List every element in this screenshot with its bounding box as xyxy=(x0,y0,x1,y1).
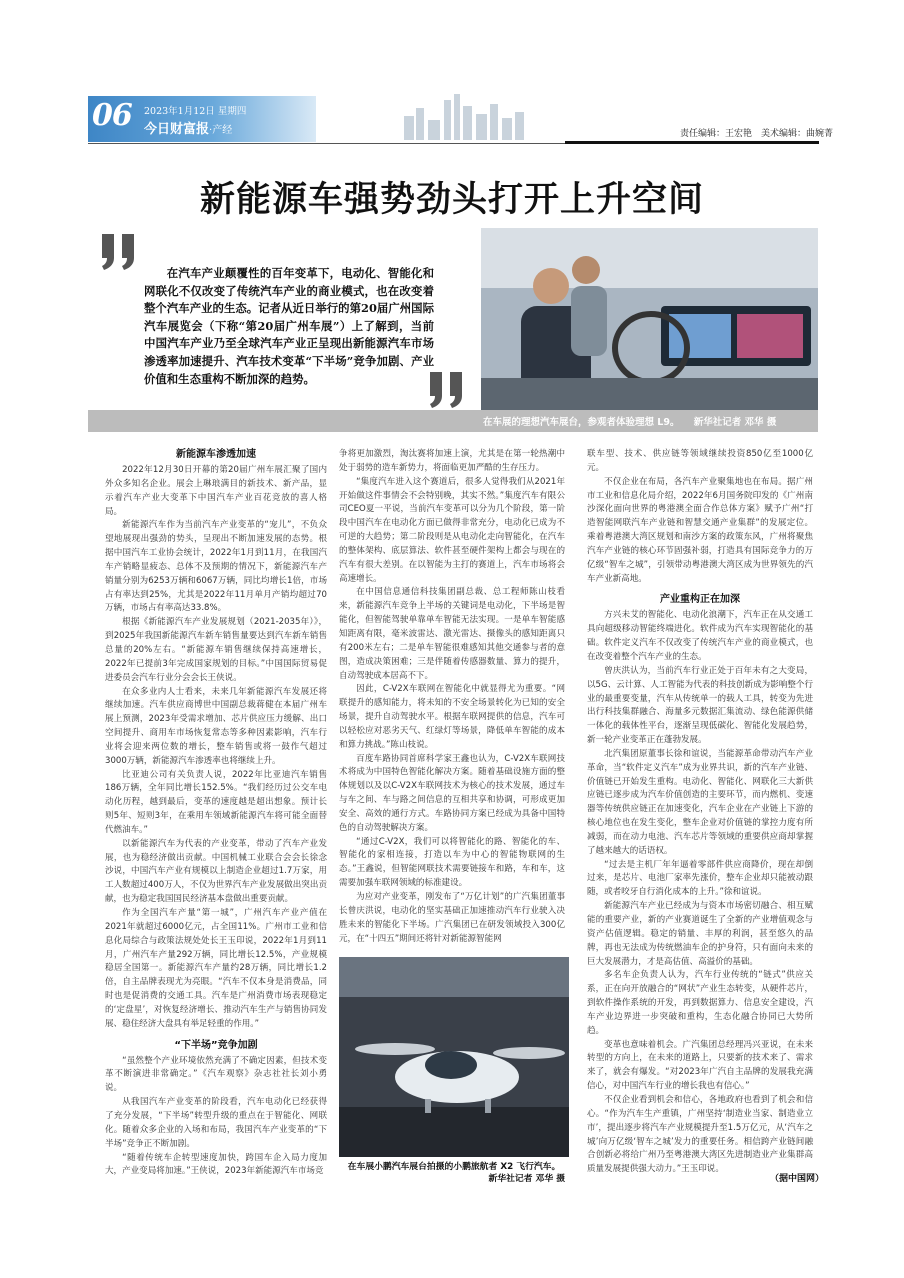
paragraph: 根据《新能源汽车产业发展规划（2021-2035年）》，到2025年我国新能源汽车新车销售量要达到汽车新车销售总量的20%左右。“新能源车销售继续保持高速增长，2022年已提前3年完成国家规划的目标。”中国国际贸易促进委员会汽车行业分会会长王侠说。 xyxy=(105,617,327,683)
caption-credit: 新华社记者 邓华 摄 xyxy=(488,1174,565,1184)
issue-date: 2023年1月12日 星期四 xyxy=(144,106,247,117)
page-number: 06 xyxy=(92,98,132,133)
paragraph: “集度汽车进入这个赛道后，很多人觉得我们从2021年开始做这件事情会不会特别晚，其实不然。”集度汽车有限公司CEO夏一平说，当前汽车变革可以分为几个阶段，第一阶段中国汽车在电动化方面已做得非常充分，电动化已成为不可逆的大趋势；第二阶段则是从电动化走向智能化，在汽车的整体架构、底层算法、软件甚至硬件架构上都会与现在的汽车有很大差别。在以智能为主打的赛道上，汽车市场将会高速增长。 xyxy=(339,476,565,584)
main-photo-caption: 在车展的理想汽车展台，参观者体验理想 L9。 新华社记者 邓华 摄 xyxy=(483,417,777,428)
paragraph: 百度车路协同首席科学家王鑫也认为，C-V2X车联网技术将成为中国特色智能化解决方案。随着基础设施方面的整体规划以及以C-V2X车联网技术为核心的技术发展，通过车与车之间、车与路之间信息的互相共享和协调，可形成更加安全、高效的通行方式。车路协同方案已经成为具备中国特色的自动驾驶解决方案。 xyxy=(339,753,565,833)
paragraph: 比亚迪公司有关负责人说，2022年比亚迪汽车销售186万辆，全年同比增长152.5%。“我们经历过公交车电动化历程，越到最后，变革的速度越是超出想象。预计长则5年、短则3年，在乘用车领域新能源汽车将可能全面替代燃油车。” xyxy=(105,769,327,835)
paragraph: 变革也意味着机会。广汽集团总经理冯兴亚说，在未来转型的方向上，在未来的道路上，只要新的技术来了、需求来了，就会有爆发。“对2023年广汽自主品牌的发展我充满信心，对中国汽车行业的增长我也有信心。” xyxy=(587,1039,813,1092)
paragraph: “虽然整个产业环境依然充满了不确定因素，但技术变革不断演进非常确定。”《汽车观察》杂志社社长刘小勇说。 xyxy=(105,1055,327,1094)
flying-car-illustration xyxy=(339,957,569,1157)
subheading-penetration: 新能源车渗透加速 xyxy=(176,449,256,460)
paragraph: 多名车企负责人认为，汽车行业传统的“链式”供应关系，正在向开放融合的“网状”产业生态转变，从硬件芯片，到软件操作系统的开发，再到数据算力、信息安全建设，汽车产业边界进一步突破和重构，生态化融合协同已大势所趋。 xyxy=(587,970,813,1036)
paragraph: 以新能源汽车为代表的产业变革，带动了汽车产业发展，也为稳经济做出贡献。中国机械工业联合会会长徐念沙说，中国汽车产业有规模以上制造企业超过1.7万家，用工人数超过400万人，不仅为世界汽车产业发展做出突出贡献，也为稳定我国国民经济基本盘做出重要贡献。 xyxy=(105,838,327,905)
caption-line: 在车展小鹏汽车展台拍摄的小鹏旅航者 X2 飞行汽车。 xyxy=(347,1162,561,1172)
paragraph: 在众多业内人士看来，未来几年新能源汽车发展还将继续加速。汽车供应商博世中国副总裁蒋健在本届广州车展上预测，2023年受需求增加、芯片供应压力缓解、出口空间提升、商用车市场恢复常态等多种因素影响，汽车行业将会迎来两位数的增长，整车销售或将一鼓作气超过3000万辆，新能源汽车渗透率也将继续上升。 xyxy=(105,686,327,766)
column-1 xyxy=(105,448,327,1179)
close-quote-icon xyxy=(428,372,468,408)
paragraph: 方兴未艾的智能化、电动化浪潮下，汽车正在从交通工具向超级移动智能终端进化。软件成为汽车实现智能化的基础。软件定义汽车不仅改变了传统汽车产业的商业模式，也在改变着整个汽车产业的生态。 xyxy=(587,610,813,662)
paragraph: 联车型、技术、供应链等领域继续投资850亿至1000亿元。 xyxy=(587,449,813,473)
paragraph: 争将更加激烈，淘汰赛将加速上演，尤其是在第一轮热潮中处于弱势的造车新势力，将面临更加严酷的生存压力。 xyxy=(339,449,565,473)
subheading-second-half: “下半场”竞争加剧 xyxy=(174,1039,258,1051)
paragraph: 在中国信息通信科技集团副总裁、总工程师陈山枝看来，新能源汽车竞争上半场的关键词是电动化，下半场是智能化，但智能驾驶单靠单车智能无法实现。一是单车智能感知距离有限，毫米波雷达、激光雷达、摄像头的感知距离只有200米左右；二是单车智能很难感知其他交通参与者的意图，造成决策困难；三是伴随着传感器数量、算力的提升，自动驾驶成本居高不下。 xyxy=(339,587,565,681)
article-headline: 新能源车强势劲头打开上升空间 xyxy=(199,180,704,220)
skyline-illustration xyxy=(400,92,530,140)
paragraph: 2022年12月30日开幕的第20届广州车展汇聚了国内外众多知名企业。展会上琳琅满目的新技术、新产品，显示着汽车产业大变革下中国汽车产业百花竞放的喜人格局。 xyxy=(105,465,327,517)
section-subtitle: ·产经 xyxy=(209,125,233,136)
masthead-band xyxy=(88,96,316,142)
paragraph: 作为全国汽车产量“第一城”，广州汽车产业产值在2021年就超过6000亿元，占全国11%。广州市工业和信息化局综合与政策法规处处长王玉印说，2022年1月到11月，广州汽车产量292万辆，同比增长12.5%，产业规模稳居全国第一。新能源汽车产量约28万辆，同比增长1.2倍，自主品牌表现尤为亮眼。“汽车不仅本身是消费品，同时也是促消费的交通工具。汽车是广州消费市场表现稳定的‘定盘星’，对恢复经济增长、推动汽车生产与销售协同发展、稳住经济大盘具有举足轻重的作用。” xyxy=(105,908,327,1029)
paragraph: 北汽集团原董事长徐和谊说，当能源革命带动汽车产业革命，当“软件定义汽车”成为业界共识，新的汽车产业链、价值链已开始发生重构。电动化、智能化、网联化三大新供应链已逐步成为汽车价值创造的主要环节，而内燃机、变速器等传统供应链正在加速变化，汽车企业在产业链上下游的核心地位也在发生变化，整车企业对价值链的掌控力度有所减弱，而在动力电池、汽车芯片等领域的重要供应商却掌握了越来越大的话语权。 xyxy=(587,748,813,856)
section-title: 今日财富报 xyxy=(144,122,210,137)
subheading-restructuring: 产业重构正在加深 xyxy=(660,594,740,606)
source-credit: （据中国网） xyxy=(770,1174,825,1184)
auto-show-photo xyxy=(481,228,818,410)
paragraph: “通过C-V2X，我们可以将智能化的路、智能化的车、智能化的家相连接，打造以车为中心的智能物联网的生态。”王鑫说，但智能网联技术需要链接车和路，车和车，这需要加强车联网领域的标准建设。 xyxy=(339,836,565,889)
paragraph: 为应对产业变革，刚发布了“万亿计划”的广汽集团董事长曾庆洪说，电动化的坚实基础正加速推动汽车行业驶入决胜未来的智能化下半场。广汽集团已在研发领域投入300亿元，在“十四五”期间还将针对新能源智能网 xyxy=(339,892,565,944)
paragraph: 新能源汽车产业已经成为与资本市场密切融合、相互赋能的重要产业，新的产业赛道诞生了全新的产业增值观念与资产估值逻辑。稳定的销量、丰厚的利润，甚至悠久的品牌，再也无法成为传统燃油车企的护身符，只有面向未来的巨大发展潜力，才是高估值、高溢价的基础。 xyxy=(587,901,813,967)
flying-car-caption xyxy=(339,1161,569,1185)
paragraph: 不仅企业在布局，各汽车产业聚集地也在布局。据广州市工业和信息化局介绍，2022年6月国务院印发的《广州南沙深化面向世界的粤港澳全面合作总体方案》赋予广州“打造智能网联汽车产业链和智慧交通产业集群”的发展定位。乘着粤港澳大湾区规划和南沙方案的政策东风，广州将聚焦汽车产业链的核心环节固强补弱，打造具有国际竞争力的万亿级“智车之城”，引领带动粤港澳大湾区成为世界领先的汽车产业新高地。 xyxy=(587,476,813,584)
paragraph: 曾庆洪认为，当前汽车行业正处于百年未有之大变局，以5G、云计算、人工智能为代表的科技创新成为影响整个行业的最重要变量，汽车从传统单一的载人工具，转变为先进出行科技集群融合、海量多元数据汇集流动、绿色能源供储一体化的载体性平台，逐渐呈现低碳化、智能化发展趋势，新一轮产业变革正在蓬勃发展。 xyxy=(587,665,813,746)
open-quote-icon xyxy=(100,234,140,270)
paragraph: 因此，C-V2X车联网在智能化中就显得尤为重要。“网联提升的感知能力，将未知的不安全场景转化为已知的安全场景，提升自动驾驶水平。根据车联网提供的信息，汽车可以轻松应对恶劣天气、红绿灯等场景，降低单车智能的成本和算力挑战。”陈山枝说。 xyxy=(339,684,565,750)
paragraph: 新能源汽车作为当前汽车产业变革的“宠儿”，不负众望地展现出强劲的势头，呈现出不断加速发展的态势。根据中国汽车工业协会统计，2022年1月到11月，在我国汽车产销略显疲态、总体不及预期的情况下，新能源汽车产销量分别为6253万辆和6067万辆，同比均增长1倍，市场占有率达到25%，尤其是2022年11月单月产销均超过70万辆，市场占有率高达33.8%。 xyxy=(105,520,327,614)
paragraph: “过去是主机厂年年逼着零部件供应商降价，现在却倒过来，是芯片、电池厂家率先涨价，整车企业却只能被动跟随，或者咬牙自行消化成本的上升。”徐和谊说。 xyxy=(587,859,813,898)
car-interior-illustration xyxy=(481,228,818,410)
paragraph: 不仅企业看到机会和信心，各地政府也看到了机会和信心。“作为汽车生产重镇，广州坚持‘制造业当家、制造业立市’，提出逐步将汽车产业规模提升至1.5万亿元，从‘汽车之城’向万亿级‘智车之城’发力的重要任务。相信跨产业链间融合创新必将给广州乃至粤港澳大湾区先进制造业产业集群高质量发展提供强大动力。”王玉印说。 xyxy=(587,1094,813,1175)
column-3 xyxy=(587,448,813,1177)
paragraph: “随着传统车企转型速度加快，跨国车企入局力度加大，产业变局将加速。”王侠说，2023年新能源汽车市场竞 xyxy=(105,1152,327,1177)
header-thick-rule xyxy=(565,141,819,144)
flying-car-photo xyxy=(339,957,569,1157)
column-2 xyxy=(339,448,565,946)
section-name xyxy=(144,118,232,137)
editors-credit: 责任编辑：王宏艳 美术编辑：曲婉菁 xyxy=(680,129,834,139)
lead-paragraph: 在汽车产业颠覆性的百年变革下，电动化、智能化和网联化不仅改变了传统汽车产业的商业模式，也在改变着整个汽车产业的生态。记者从近日举行的第20届广州国际汽车展览会（下称“第20届广州车展”）上了解到，当前中国汽车产业乃至全球汽车产业正呈现出新能源汽车市场渗透率加速提升、汽车技术变革“下半场”竞争加剧、产业价值和生态重构不断加深的趋势。 xyxy=(144,266,434,386)
paragraph: 从我国汽车产业变革的阶段看，汽车电动化已经获得了充分发展，“下半场”转型升级的重点在于智能化、网联化。随着众多企业的入场和布局，我国汽车产业变革的“下半场”竞争正不断加剧。 xyxy=(105,1097,327,1149)
